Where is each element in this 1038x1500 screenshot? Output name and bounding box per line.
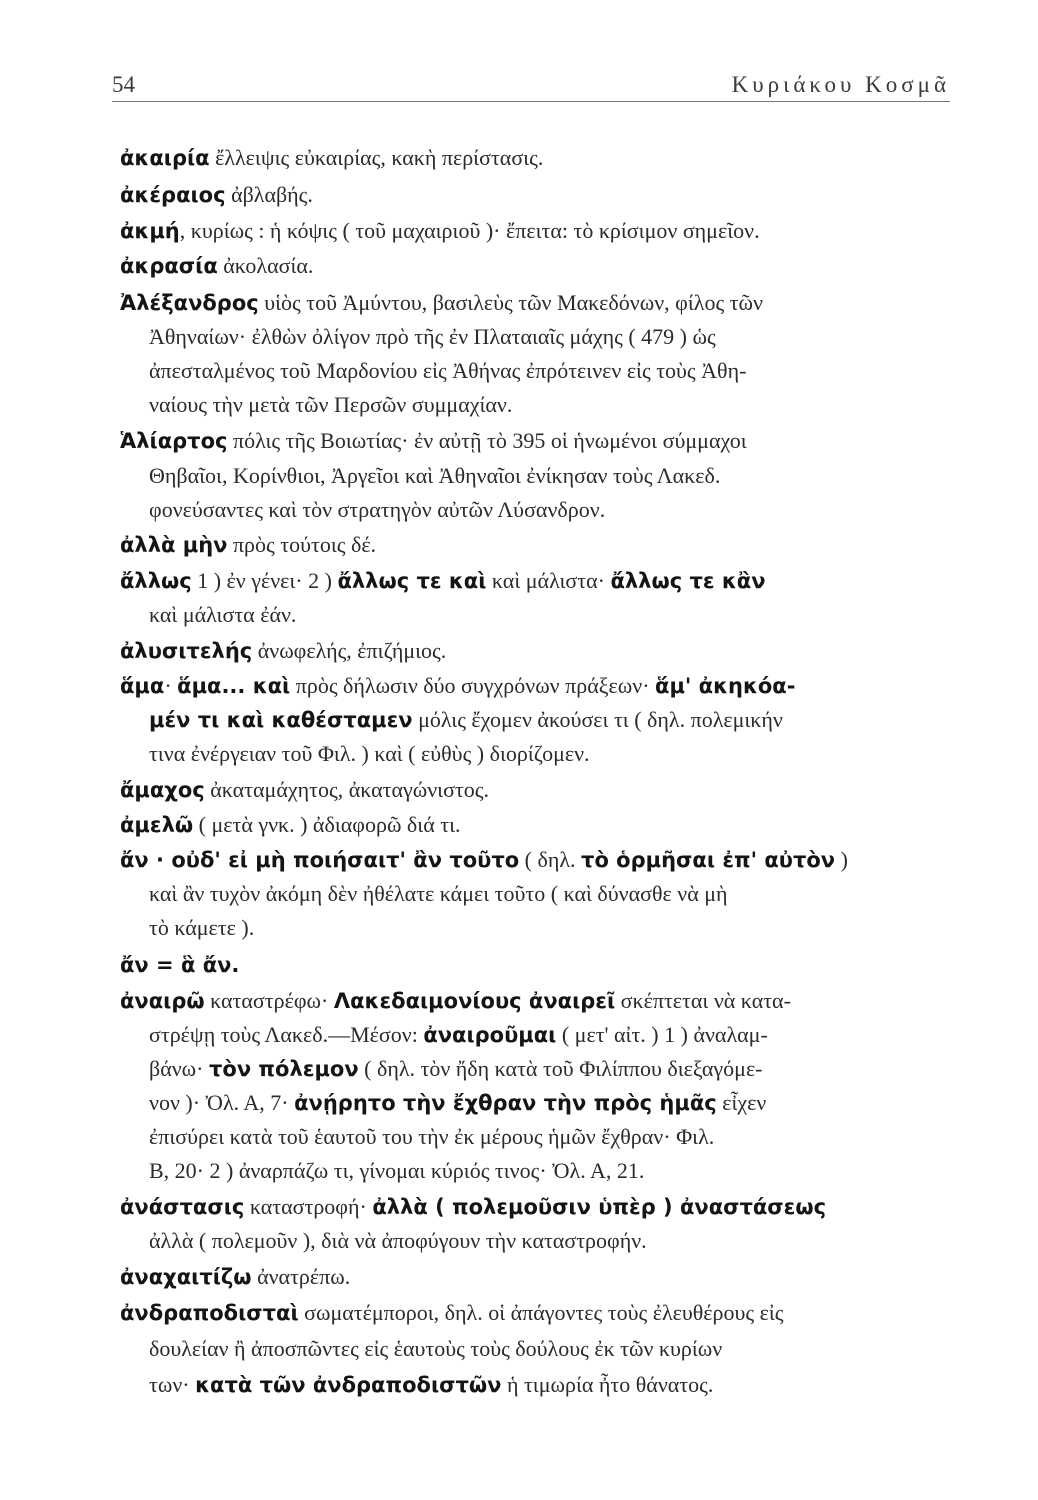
- entry-continuation: τὸ κάμετε ).: [149, 915, 255, 940]
- entry-continuation: μέν τι καὶ καθέσταμεν μόλις ἔχομεν ἀκούσει τι ( δηλ. πολεμικήν: [149, 707, 783, 732]
- entry-phrase: Λακεδαιμονίους ἀναιρεῖ: [333, 989, 616, 1013]
- entry-continuation: ἀλλὰ ( πολεμοῦν ), διὰ νὰ ἀποφύγουν τὴν καταστροφήν.: [149, 1228, 647, 1253]
- entry-phrase: τὸ ὁρμῆσαι ἐπ' αὐτὸν: [581, 848, 836, 872]
- entry-anastasis: ἀνάστασις καταστροφή· ἀλλὰ ( πολεμοῦσιν ὑπὲρ ) ἀναστάσεως: [120, 1194, 827, 1219]
- entry-headword: ἄλλως: [120, 569, 192, 593]
- entry-definition: πόλις τῆς Βοιωτίας· ἐν αὐτῇ τὸ 395 οἱ ἡνωμένοι σύμμαχοι: [227, 428, 747, 453]
- entry-headword: ἀνδραποδισταὶ: [120, 1301, 299, 1325]
- entry-continuation: ναίους τὴν μετὰ τῶν Περσῶν συμμαχίαν.: [149, 392, 513, 417]
- entry-amachos: [120, 775, 489, 805]
- page-number: 54: [112, 72, 135, 97]
- entry-headword: ἀλλὰ μὴν: [120, 533, 228, 557]
- entry-phrase: τὸν πόλεμον: [208, 1057, 359, 1081]
- entry-definition: ( μετὰ γνκ. ) ἀδιαφορῶ διά τι.: [193, 812, 461, 837]
- entry-headword: ἅμα: [120, 674, 165, 698]
- entry-anachaitizo: [120, 1262, 350, 1292]
- entry-headword: ἀναιρῶ: [120, 989, 205, 1013]
- entry-phrase: μέν τι καὶ καθέσταμεν: [149, 708, 413, 732]
- entry-phrase: ἄλλως τε κἂν: [610, 569, 766, 593]
- entry-continuation: βάνω· τὸν πόλεμον ( δηλ. τὸν ἤδη κατὰ τοῦ Φιλίππου διεξαγόμε-: [149, 1056, 763, 1081]
- entry-phrase: ἄλλως τε καὶ: [337, 569, 487, 593]
- entry-hama: ἅμα· ἅμα... καὶ πρὸς δήλωσιν δύο συγχρόνων πράξεων· ἅμ' ἀκηκόα-: [120, 673, 796, 698]
- entry-headword: ἄν · οὐδ' εἰ μὴ ποιήσαιτ' ἂν τοῦτο: [120, 848, 520, 872]
- entry-headword: ἀκέραιος: [120, 183, 226, 207]
- entry-an-a-an: [120, 950, 239, 980]
- entry-definition: πρὸς τούτοις δέ.: [227, 532, 377, 557]
- entry-headword: ἀνάστασις: [120, 1195, 245, 1219]
- entry-continuation: Θηβαῖοι, Κορίνθιοι, Ἀργεῖοι καὶ Ἀθηναῖοι ἐνίκησαν τοὺς Λακεδ.: [149, 463, 721, 488]
- entry-anairo: ἀναιρῶ καταστρέφω· Λακεδαιμονίους ἀναιρεῖ σκέπτεται νὰ κατα-: [120, 988, 791, 1013]
- entry-headword: ἀμελῶ: [120, 813, 194, 837]
- entry-alexandros: [120, 288, 763, 318]
- entry-haliartos: [120, 426, 747, 456]
- entry-phrase: ἀνῄρητο τὴν ἔχθραν τὴν πρὸς ἡμᾶς: [294, 1091, 717, 1115]
- entry-phrase: κατὰ τῶν ἀνδραποδιστῶν: [195, 1373, 502, 1397]
- entry-headword: ἀκμή: [120, 219, 180, 243]
- entry-continuation: φονεύσαντες καὶ τὸν στρατηγὸν αὐτῶν Λύσανδρον.: [149, 497, 606, 522]
- entry-continuation: Β, 20· 2 ) ἀναρπάζω τι, γίνομαι κύριός τινος· Ὀλ. Α, 21.: [149, 1158, 645, 1183]
- entry-headword: ἀλυσιτελής: [120, 639, 253, 663]
- entry-continuation: νον )· Ὀλ. Α, 7· ἀνῄρητο τὴν ἔχθραν τὴν πρὸς ἡμᾶς εἶχεν: [149, 1090, 767, 1115]
- entry-phrase: ἅμ' ἀκηκόα-: [655, 674, 796, 698]
- entry-continuation: καὶ ἂν τυχὸν ἀκόμη δὲν ἠθέλατε κάμει τοῦτο ( καὶ δύνασθε νὰ μὴ: [149, 881, 728, 906]
- entry-continuation: ἐπισύρει κατὰ τοῦ ἑαυτοῦ του τὴν ἐκ μέρους ἡμῶν ἔχθραν· Φιλ.: [149, 1124, 715, 1149]
- entry-phrase: ἅμα... καὶ: [177, 674, 291, 698]
- entry-phrase: ἀναιροῦμαι: [423, 1023, 557, 1047]
- entry-phrase: ἀλλὰ ( πολεμοῦσιν ὑπὲρ ) ἀναστάσεως: [372, 1195, 827, 1219]
- running-head-title: Κυριάκου Κοσμᾶ: [731, 72, 950, 97]
- entry-definition: σωματέμποροι, δηλ. οἱ ἀπάγοντες τοὺς ἐλευθέρους εἰς: [298, 1300, 784, 1325]
- entry-definition: ἔλλειψις εὐκαιρίας, κακὴ περίστασις.: [209, 145, 544, 170]
- entry-akmi: [120, 216, 760, 246]
- entry-continuation: καὶ μάλιστα ἐάν.: [149, 602, 297, 627]
- entry-allos: ἄλλως 1 ) ἐν γένει· 2 ) ἄλλως τε καὶ καὶ μάλιστα· ἄλλως τε κἂν: [120, 568, 766, 593]
- entry-definition: ἀνωφελής, ἐπιζήμιος.: [252, 638, 447, 663]
- entry-definition: , κυρίως : ἡ κόψις ( τοῦ μαχαιριοῦ )· ἔπειτα: τὸ κρίσιμον σημεῖον.: [179, 218, 760, 243]
- entry-continuation: ἀπεσταλμένος τοῦ Μαρδονίου εἰς Ἀθήνας ἐπρότεινεν εἰς τοὺς Ἀθη-: [149, 358, 747, 383]
- entry-definition: ἀκολασία.: [217, 253, 314, 278]
- entry-headword: Ἀλέξανδρος: [120, 291, 259, 315]
- entry-headword: ἀκαιρία: [120, 146, 210, 170]
- entry-alla-min: [120, 530, 376, 560]
- entry-amelo: [120, 810, 461, 840]
- entry-headword: ἀναχαιτίζω: [120, 1265, 252, 1289]
- entry-continuation: Ἀθηναίων· ἐλθὼν ὀλίγον πρὸ τῆς ἐν Πλαταιαῖς μάχης ( 479 ) ὡς: [149, 324, 716, 349]
- entry-definition: υἱὸς τοῦ Ἀμύντου, βασιλεὺς τῶν Μακεδόνων, φίλος τῶν: [258, 290, 763, 315]
- entry-an: ἄν · οὐδ' εἰ μὴ ποιήσαιτ' ἂν τοῦτο ( δηλ. τὸ ὁρμῆσαι ἐπ' αὐτὸν ): [120, 847, 848, 872]
- entry-continuation: δουλείαν ἢ ἀποσπῶντες εἰς ἑαυτοὺς τοὺς δούλους ἐκ τῶν κυρίων: [149, 1336, 723, 1361]
- entry-akairia: [120, 143, 543, 173]
- entry-continuation: των· κατὰ τῶν ἀνδραποδιστῶν ἡ τιμωρία ἦτο θάνατος.: [149, 1372, 714, 1397]
- entry-alysiteles: [120, 636, 446, 666]
- entry-definition: ἀνατρέπω.: [251, 1264, 351, 1289]
- entry-akrasia: [120, 251, 313, 281]
- entry-definition: ἀβλαβής.: [225, 182, 313, 207]
- entry-headword: ἀκρασία: [120, 254, 218, 278]
- entry-headword: ἄν = ἃ ἄν.: [120, 953, 240, 977]
- entry-akeraios: [120, 180, 313, 210]
- entry-andrapodistai: [120, 1298, 783, 1328]
- entry-continuation: τινα ἐνέργειαν τοῦ Φιλ. ) καὶ ( εὐθὺς ) διορίζομεν.: [149, 741, 590, 766]
- entry-definition: ἀκαταμάχητος, ἀκαταγώνιστος.: [204, 777, 489, 802]
- entry-continuation: στρέψῃ τοὺς Λακεδ.—Μέσον: ἀναιροῦμαι ( μετ' αἰτ. ) 1 ) ἀναλαμ-: [149, 1022, 768, 1047]
- entry-headword: Ἁλίαρτος: [120, 429, 228, 453]
- entry-headword: ἄμαχος: [120, 778, 205, 802]
